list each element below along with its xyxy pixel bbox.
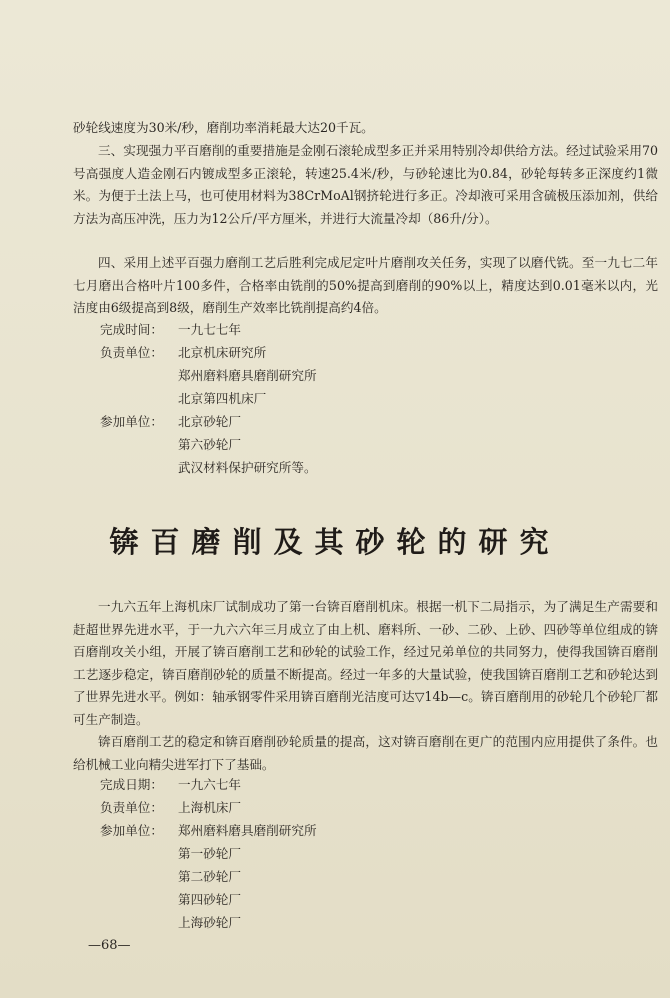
- participating-unit: 北京砂轮厂: [178, 414, 241, 429]
- paragraph-1: 一九六五年上海机床厂试制成功了第一台锛百磨削机床。根据一机下二局指示，为了满足生产需要和赶超世界先进水平，于一九六六年三月成立了由上机、磨料所、一砂、二砂、上砂、四砂等单位组成的锛百磨削攻关小组，开展了锛百磨削工艺和砂轮的试验工作，经过兄弟单位的共同努力，使得我国锛百磨削工艺逐步稳定，锛百磨削砂轮的质量不断提高。经过一年多的大量试验，使我国锛百磨削工艺和砂轮达到了世界先进水平。例如：轴承钢零件采用锛百磨削光洁度可达▽14b—c。锛百磨削用的砂轮几个砂轮厂都可生产制造。: [73, 599, 658, 727]
- participating-unit: 郑州磨料磨具磨削研究所: [178, 823, 317, 838]
- responsible-unit: 上海机床厂: [178, 800, 241, 815]
- participating-unit: 上海砂轮厂: [178, 915, 241, 930]
- section-title: 锛百磨削及其砂轮的研究: [109, 525, 561, 559]
- page-number: —68—: [88, 938, 131, 953]
- participating-label: 参加单位：: [100, 823, 163, 838]
- paragraph-continuation: 砂轮线速度为30米/秒，磨削功率消耗最大达20千瓦。: [73, 120, 374, 135]
- responsible-unit: 郑州磨料磨具磨削研究所: [178, 368, 317, 383]
- responsible-label: 负责单位：: [100, 800, 163, 815]
- participating-unit: 第一砂轮厂: [178, 846, 241, 861]
- participating-unit: 第二砂轮厂: [178, 869, 241, 884]
- participating-label: 参加单位：: [100, 414, 163, 429]
- paragraph-2: 锛百磨削工艺的稳定和锛百磨削砂轮质量的提高，这对锛百磨削在更广的范围内应用提供了条件。也给机械工业向精尖进军打下了基础。: [73, 734, 658, 772]
- participating-unit: 武汉材料保护研究所等。: [178, 460, 317, 475]
- participating-unit: 第六砂轮厂: [178, 437, 241, 452]
- responsible-unit: 北京机床研究所: [178, 345, 267, 360]
- completion-time-label: 完成时间：: [100, 322, 163, 337]
- paragraph-3: 三、实现强力平百磨削的重要措施是金刚石滚轮成型多正并采用特别冷却供给方法。经过试验采用70号高强度人造金刚石内镀成型多正滚轮，转速25.4米/秒，与砂轮速比为0.84，砂轮每转多正深度约1微米。为便于土法上马，也可使用材料为38CrMoAl钢挤轮进行多正。冷却液可采用含硫极压添加剂，供给方法为高压冲洗，压力为12公斤/平方厘米，并进行大流量冷却（86升/分）。: [73, 143, 658, 226]
- responsible-unit: 北京第四机床厂: [178, 391, 267, 406]
- completion-time-value: 一九七七年: [178, 322, 241, 337]
- completion-date-value: 一九六七年: [178, 777, 241, 792]
- paragraph-4: 四、采用上述平百强力磨削工艺后胜利完成尼定叶片磨削攻关任务，实现了以磨代铣。至一九七二年七月磨出合格叶片100多件，合格率由铣削的50%提高到磨削的90%以上，精度达到0.01毫米以内，光洁度由6级提高到8级，磨削生产效率比铣削提高约4倍。: [73, 255, 658, 316]
- completion-date-label: 完成日期：: [100, 777, 163, 792]
- participating-unit: 第四砂轮厂: [178, 892, 241, 907]
- responsible-label: 负责单位：: [100, 345, 163, 360]
